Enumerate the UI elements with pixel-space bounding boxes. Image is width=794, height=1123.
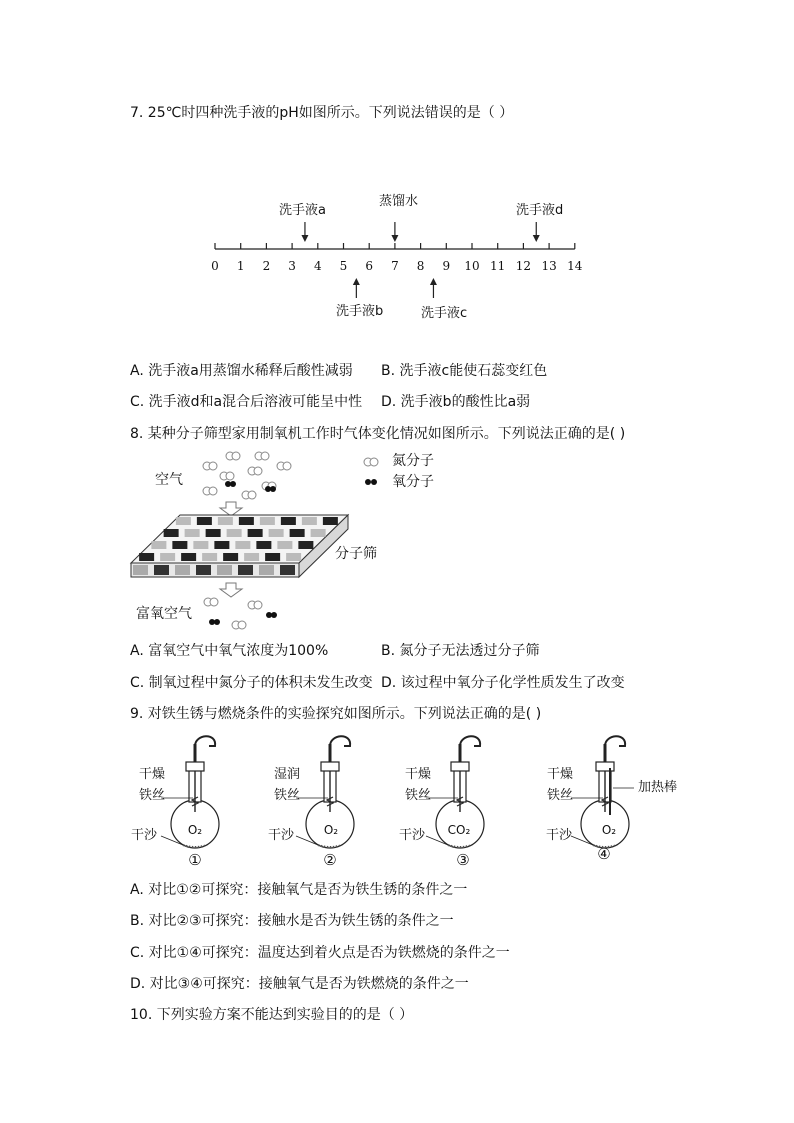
apparatus-4-stopper [596,762,614,771]
ph-tick-label: 9 [442,259,451,273]
apparatus-4-hook [605,736,625,746]
apparatus-3-stopper [451,762,469,771]
ph-tick-label: 0 [211,259,219,273]
q9-option-d: D. 对比③④可探究：接触氧气是否为铁燃烧的条件之一 [130,976,469,992]
app2-sand-label: 干沙 [268,828,295,843]
app3-wire-label-2: 铁丝 [405,788,432,803]
app2-number: ② [323,851,337,869]
q9-stem: 9. 对铁生锈与燃烧条件的实验探究如图所示。下列说法正确的是( ) [130,706,542,722]
app4-sand-label: 干沙 [546,828,573,843]
app4-heating-rod-label: 加热棒 [638,780,678,795]
nitrogen-legend-label: 氮分子 [392,453,434,469]
ph-tick-label: 7 [391,259,399,273]
app2-wire-label-2: 铁丝 [274,788,301,803]
app4-gas-label: O₂ [601,823,617,837]
app4-wire-label-2: 铁丝 [547,788,574,803]
q8-option-a: A. 富氧空气中氧气浓度为100% [130,643,329,659]
app1-wire-label-2: 铁丝 [139,788,166,803]
app3-number: ③ [456,851,470,869]
ph-tick-label: 6 [365,259,373,273]
app1-gas-label: O₂ [187,823,203,837]
ph-tick-label: 10 [464,259,480,273]
q7-stem: 7. 25℃时四种洗手液的pH如图所示。下列说法错误的是（ ） [130,105,514,121]
q9-option-b: B. 对比②③可探究：接触水是否为铁生锈的条件之一 [130,913,454,929]
apparatus-2-hook [330,736,350,746]
app2-gas-label: O₂ [323,823,339,837]
app4-wire-label-1: 干燥 [547,767,574,782]
apparatus-3-hook [460,736,480,746]
app1-number: ① [188,851,202,869]
ph-tick-label: 13 [541,259,557,273]
ph-tick-label: 12 [515,259,532,273]
app3-sand-label: 干沙 [399,828,426,843]
ph-tick-label: 4 [313,259,322,273]
app1-wire-label-1: 干燥 [139,767,166,782]
app2-wire-label-1: 湿润 [274,767,301,782]
ph-label-d: 洗手液d [516,203,564,218]
oxygen-legend-label: 氧分子 [392,474,434,490]
sieve-label: 分子筛 [335,546,377,562]
ph-label-a: 洗手液a [279,203,326,218]
ph-tick-label: 11 [490,259,506,273]
ph-tick-label: 1 [236,259,245,273]
q7-option-a: A. 洗手液a用蒸馏水稀释后酸性减弱 [130,363,353,379]
ph-label-c: 洗手液c [421,306,468,321]
q9-option-c: C. 对比①④可探究：温度达到着火点是否为铁燃烧的条件之一 [130,945,510,961]
q7-option-d: D. 洗手液b的酸性比a弱 [381,394,531,410]
app1-sand-label: 干沙 [131,828,158,843]
q8-stem: 8. 某种分子筛型家用制氧机工作时气体变化情况如图所示。下列说法正确的是( ) [130,426,626,442]
q8-option-b: B. 氮分子无法透过分子筛 [381,643,540,659]
ph-label-water: 蒸馏水 [379,194,419,209]
app4-number: ④ [597,845,611,863]
ph-tick-label: 8 [416,259,425,273]
ph-tick-label: 3 [288,259,296,273]
air-label: 空气 [155,472,183,488]
apparatus-1-stopper [186,762,204,771]
ph-tick-label: 2 [262,259,271,273]
q8-option-c: C. 制氧过程中氮分子的体积未发生改变 [130,675,373,691]
apparatus-1-hook [195,736,215,746]
q8-option-d: D. 该过程中氧分子化学性质发生了改变 [381,675,625,691]
app3-wire-label-1: 干燥 [405,767,432,782]
ph-label-b: 洗手液b [336,304,384,319]
apparatus-2-stopper [321,762,339,771]
ph-tick-label: 14 [567,259,583,273]
q7-option-c: C. 洗手液d和a混合后溶液可能呈中性 [130,394,363,410]
q7-option-b: B. 洗手液c能使石蕊变红色 [381,363,548,379]
app3-gas-label: CO₂ [447,823,471,837]
q10-stem: 10. 下列实验方案不能达到实验目的的是（ ） [130,1007,414,1023]
q9-option-a: A. 对比①②可探究：接触氧气是否为铁生锈的条件之一 [130,882,468,898]
ph-tick-label: 5 [339,259,348,273]
rich-air-label: 富氧空气 [136,606,192,622]
